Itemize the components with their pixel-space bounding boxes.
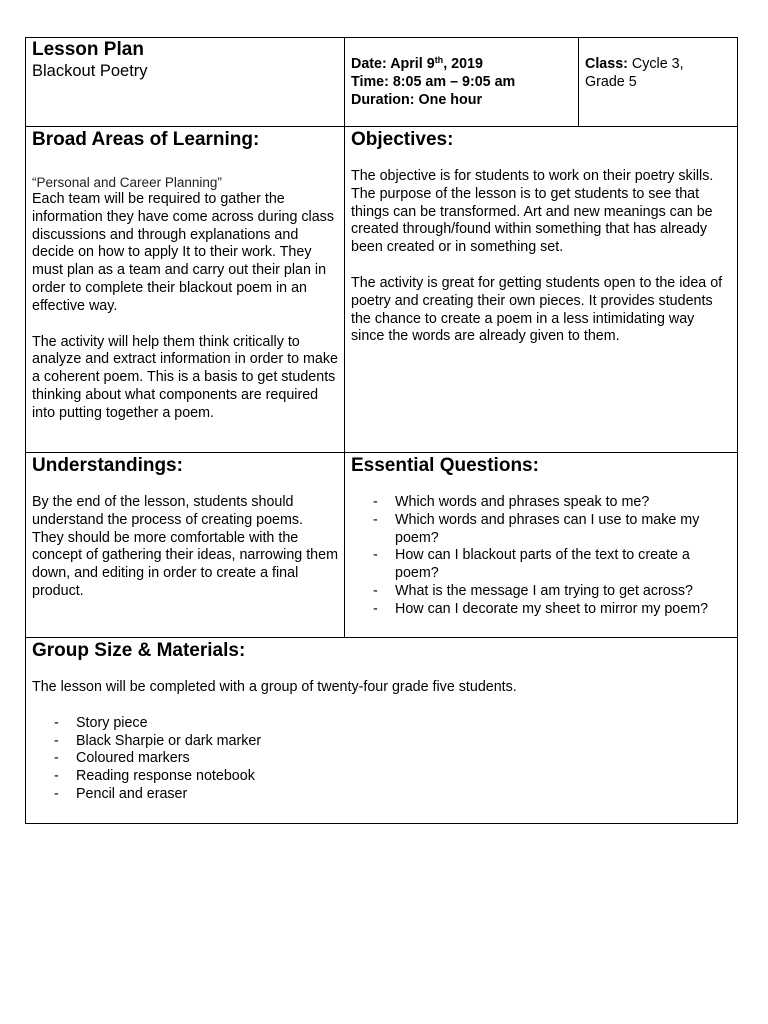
understandings-cell	[26, 453, 345, 638]
lesson-plan-title: Lesson Plan	[32, 39, 144, 60]
material-item	[32, 750, 731, 768]
question-item	[351, 601, 731, 619]
lesson-plan-subtitle: Blackout Poetry	[32, 62, 148, 80]
date-label: Date: April 9	[351, 56, 435, 72]
group-size-heading: Group Size & Materials:	[32, 640, 246, 661]
question-text: Which words and phrases speak to me?	[395, 494, 650, 510]
essential-questions-heading: Essential Questions:	[351, 455, 539, 476]
materials-list	[32, 715, 731, 804]
broad-areas-paragraph: The activity will help them think critically to analyze and extract information in order to make a coherent poem. This is a basis to get students thinking about what components are required into putting together a poem.	[32, 333, 338, 421]
material-text: Story piece	[76, 714, 148, 731]
question-item	[351, 512, 731, 548]
material-text: Pencil and eraser	[76, 785, 188, 802]
header-row	[26, 38, 738, 127]
objectives-cell	[345, 127, 738, 453]
objectives-paragraph: The objective is for students to work on their poetry skills. The purpose of the lesson is to get students to see that things can be transformed. Art and new meanings can be created through/found within something that has already been created or in something set.	[351, 168, 714, 256]
essential-questions-list	[351, 494, 731, 619]
question-text: How can I decorate my sheet to mirror my poem?	[395, 600, 709, 617]
broad-areas-cell	[26, 127, 345, 453]
group-size-text: The lesson will be completed with a group of twenty-four grade five students.	[32, 679, 517, 695]
broad-areas-quote: “Personal and Career Planning”	[32, 175, 222, 190]
question-text: What is the message I am trying to get across?	[395, 582, 693, 599]
time-line: Time: 8:05 am – 9:05 am	[351, 74, 516, 90]
dash-bullet: -	[54, 732, 59, 749]
objectives-paragraph: The activity is great for getting students open to the idea of poetry and creating their own pieces. It provides students the chance to create a poem in a less intimidating way since the words are already given to them.	[351, 274, 723, 345]
schedule-cell	[345, 38, 579, 127]
question-text: How can I blackout parts of the text to create a poem?	[395, 547, 690, 582]
dash-bullet: -	[54, 785, 59, 802]
dash-bullet: -	[54, 750, 59, 767]
date-line	[351, 55, 572, 73]
question-item	[351, 583, 731, 601]
question-item	[351, 547, 731, 583]
duration-line: Duration: One hour	[351, 92, 483, 108]
class-grade: Grade 5	[585, 74, 637, 90]
class-label: Class:	[585, 56, 628, 72]
dash-bullet: -	[373, 511, 378, 528]
material-text: Coloured markers	[76, 750, 190, 767]
dash-bullet: -	[373, 547, 378, 564]
essential-questions-cell	[345, 453, 738, 638]
material-text: Black Sharpie or dark marker	[76, 732, 262, 749]
title-cell	[26, 38, 345, 127]
dash-bullet: -	[373, 582, 378, 599]
group-size-cell	[26, 638, 738, 824]
material-text: Reading response notebook	[76, 768, 255, 785]
class-line	[585, 55, 731, 73]
material-item	[32, 733, 731, 751]
understandings-text: By the end of the lesson, students should understand the process of creating poems. They should be more comfortable with the concept of gathering their ideas, narrowing them down, and editing in order to create a final product.	[32, 494, 338, 599]
dash-bullet: -	[373, 494, 378, 510]
dash-bullet: -	[373, 600, 378, 617]
lesson-plan-table	[25, 37, 738, 824]
material-item	[32, 786, 731, 804]
understandings-heading: Understandings:	[32, 455, 183, 476]
class-value: Cycle 3,	[627, 56, 684, 72]
broad-areas-paragraph: Each team will be required to gather the information they have come across during class discussions and through explanations and decide on how to apply It to their work. They must plan as a team and carry out their plan in order to complete their blackout poem in an effective way.	[32, 191, 334, 314]
dash-bullet: -	[54, 714, 59, 731]
objectives-heading: Objectives:	[351, 129, 454, 150]
date-ordinal: th	[434, 55, 444, 65]
question-text: Which words and phrases can I use to make my poem?	[395, 511, 700, 546]
material-item	[32, 768, 731, 786]
group-size-row	[26, 638, 738, 824]
class-cell	[579, 38, 738, 127]
date-year: , 2019	[443, 56, 483, 72]
understandings-row	[26, 453, 738, 638]
learning-row	[26, 127, 738, 453]
material-item	[32, 715, 731, 733]
dash-bullet: -	[54, 768, 59, 785]
broad-areas-heading: Broad Areas of Learning:	[32, 129, 260, 150]
question-item	[351, 494, 731, 512]
